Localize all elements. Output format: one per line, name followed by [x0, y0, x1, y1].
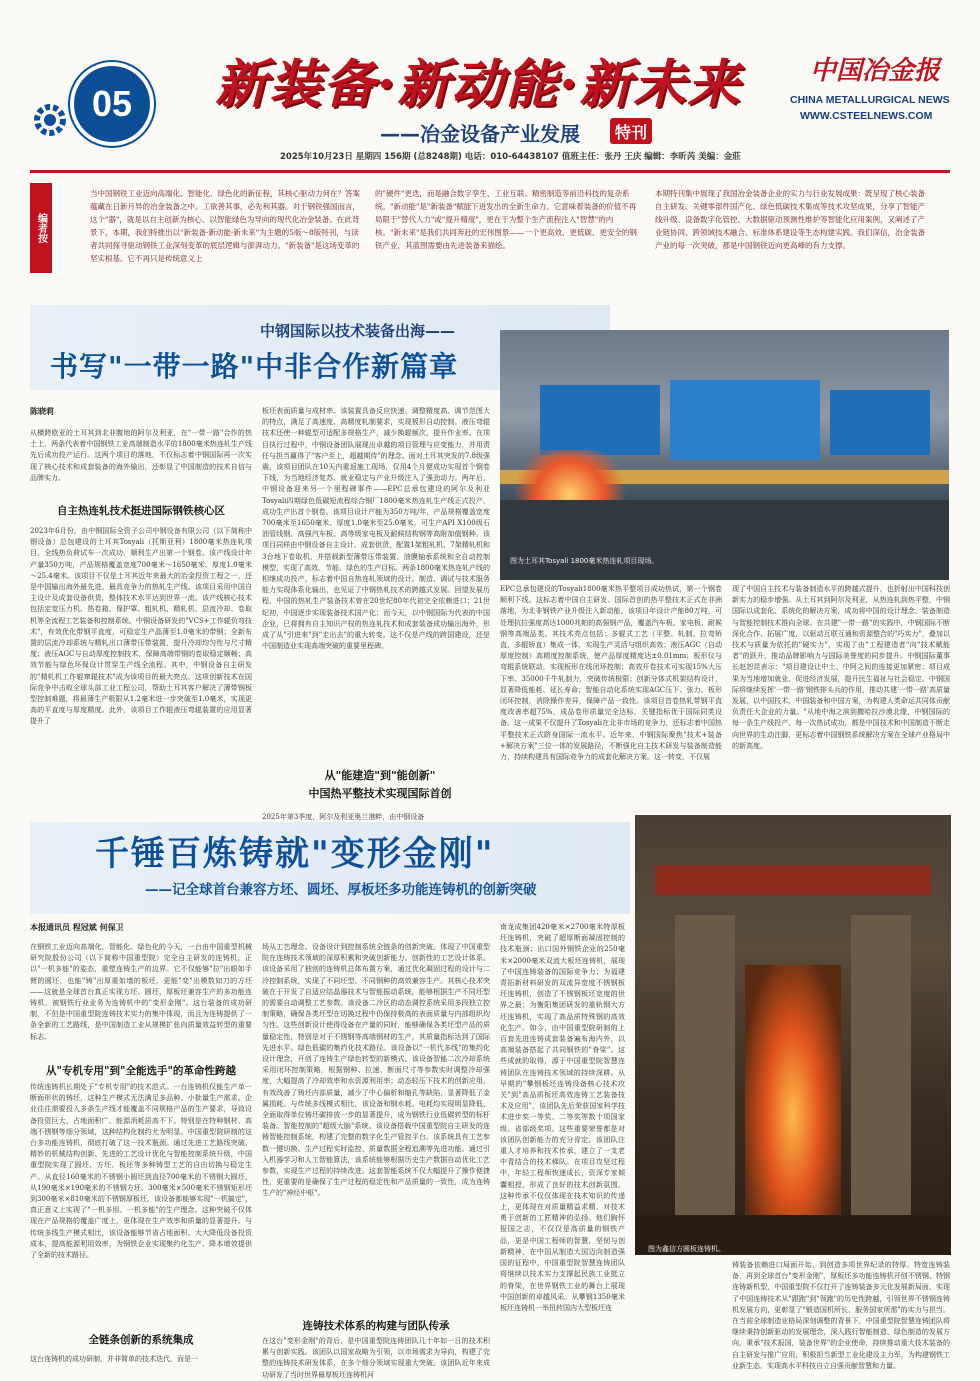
molten-steel-glow [745, 965, 841, 1215]
article1-photo-caption: 图为土耳其Tosyali 1800毫米热连轧项目现场。 [510, 557, 659, 565]
caster-column [675, 915, 735, 1215]
article2-col4-para1: 铸装备依赖进口局面开始，到创造多项世界纪录的特厚、特宽连铸装备，再到全球首台"变形金刚"，厚板坯多功能连铸机开创不锈钢、特钢连铸新机型，中国重型院不仅打开了连铸装备多元化发展新局面，实现了中国连铸技术从"跟跑"到"领跑"的历史性跨越，引领世界不锈钢连铸机发展方向，更彰显了"锻造国机所长、服务国家所需"的实力与担当。在当前全球制造业格局深刻调整的背景下，中国重型院智慧连铸团队将继续秉持创新驱动的发展理念，深入践行智能制造、绿色制造的发展方向，秉承"技术报国，装备世界"的企业使命，持续推动重大技术装备的自主研发与推广应用，积极担当新型工业化建设主力军，为构建钢铁工业新生态、实现高水平科技自立自强贡献智慧和力量。 [732, 1261, 950, 1370]
editor-note-col1: 当中国钢铁工业迈向高端化、智能化、绿色化的新征程，其核心驱动力何在？答案蕴藏在日新月异的冶金装备之中。工欲善其事，必先利其器。对于钢铁强国而言，这个"器"，就是以自主创新为核心、以智能绿色为导向的现代化冶金装备。在此背景下，本期，我们特推出以"新装备·新动能·新未来"为主题的5版～8版特刊，与读者共同探寻驱动钢铁工业深刻变革的底层逻辑与澎湃动力。"新装备"是这场变革的坚实根基。它不再只是传统意义上 [90, 189, 360, 263]
rolling-mill-stand [670, 380, 820, 460]
caster-column [851, 915, 911, 1215]
article1-col1-para1: 从横跨欧亚的土耳其到北非腹地的阿尔及利亚，在"一带一路"合作的热土上，两条代表着中国钢铁工业高端制造水平的1800毫米热连轧生产线先后成功投产运行。这两个项目的落地，不仅标志着中钢国际再一次实现了核心技术和成套装备的海外输出，还彰显了中国制造的技术自信与品牌实力。 [30, 429, 252, 482]
rolling-mill-stand [830, 390, 930, 455]
article2-col1-para3: 这台连铸机的成功研制，并非简单的技术迭代，而是一 [30, 1355, 198, 1363]
article2-col2-para2: 在这台"变形金刚"的背后，是中国重型院连铸团队几十年如一日的技术积累与创新实践。该团队以国家战略为引领，以市场需求为导向，构建了完整的连铸技术研发体系，在多个细分领域实现重大突破。该团队近年来成功研发了当时世界最厚板坯连铸机河 [262, 1337, 490, 1379]
article2-subhead2: 全链条创新的系统集成 [88, 1334, 194, 1346]
article2-col2-para1: 场从工艺理念、设备设计到控制系统全链条的创新突破。体现了中国重型院在连铸技术领域的深厚积累和突破创新能力。创新性的工艺设计体系。该设备采用了独创的连铸机总体布置方案，通过优化凝固过程的设计与二冷控制系统，实现了不同坯型、不同钢种的高效兼容生产。其核心技术突破在于开发了自适应结晶器技术与智能振动系统，能够根据生产不同坯型的需要自动调整工艺参数。该设备二冷区的动态调控系统采用多段独立控制策略，确保各类坯型在切换过程中仍保持极高的表面质量与内部组织均匀性。这些创新设计使得设备在产量的同时，能够确保各类坯型产品的质量稳定性，特别是对于不锈钢等高端钢材的生产，其质量指标达到了国际先进水平。绿色低碳的集约化技术路径。该设备以"一机代多线"的集约化设计理念，开创了连铸生产绿色转型的新模式。该设备智能二次冷却系统采用闭环控制策略，根据钢种、拉速、断面尺寸等参数实时调整冷却强度，大幅提高了冷却效率和水资源利用率；动态轻压下技术的创新应用，有效改善了铸坯内部质量，减少了中心偏析和缩孔等缺陷，显著降低了金属损耗。与传统多线模式相比，该设备和钢水耗、电耗均实现明显降低，全面取得单位铸坯碳排放一步的显著提升，成为钢铁行业低碳转型的标杆装备。智能控制的"超级大脑"系统。该设备搭载中国重型院自主研发的连铸智能控制系统，构建了完整的数字化生产管控平台。该系统具有工艺参数一键切换、生产过程实时监控、质量数据全程追溯等先进功能。通过引入机器学习和人工智能算法，该系统能够根据历史生产数据自动优化工艺参数，实现生产过程的持续改进。这套智能系统不仅大幅提升了操作便捷性，更重要的是确保了生产过程的稳定性和产品质量的一致性，成为连铸生产的"神经中枢"。 [262, 943, 490, 1198]
article1-byline: 陈晓莉 [30, 407, 54, 416]
editor-note-col3: 本期特刊集中展现了我国冶金装备企业的实力与行业发展成果：既呈现了核心装备自主研发、关键零部件国产化、绿色低碳技术集成等技术攻坚成果，分享了智能产线升级、设备数字化管控、大数据驱动预测性维护等智能化应用案例，又阐述了产业链协同、跨领域技术融合、标准体系建设等生态构建实践。我们深信，冶金装备产业的每一次突破，都是中国钢铁迈向更高峰的有力支撑。 [655, 189, 925, 250]
article2-title[interactable]: 千锤百炼铸就"变形金刚" [95, 834, 495, 874]
gear-icon [30, 100, 70, 140]
article1-col3-para1: EPC总承包建设的Tosyali1800毫米热平整项目成功热试，第一个钢卷顺利下线。这标志着中国自主研发、国际首创的热平整技术正式在非洲落地，为北非钢铁产业升级注入新动能。该项目年设计产能80万吨，可处理抗拉强度高达1000兆帕的高强钢产品，覆盖汽车板、家电板、耐候钢等高端品类。其技术亮点包括：多辊式工艺（平整、轧制、拉弯矫直、多辊矫直）集成一体，实现生产灵活与组织高效；液压AGC（自动厚度控制）高精度控制系统，使产品厚度精度达±0.01mm；板形仪与弯辊系统联动，实现板形在线闭环控制；高效开卷技术可实现15%大压下率、35000千牛轧制力，突破传统极限；创新分体式机架结构设计，显著降低能耗、延长寿命；智能自动化系统实现AGC压下、张力、板形闭环控制，消除操作差异，保障产品一致性。该项目首卷热轧带钢平直度改善率超75%，成品卷形质量完全达标，关键指标优于国际同类设备。这一成果不仅提升了Tosyali在北非市场的竞争力，还标志着中国热平整技术正式跻身国际一流水平。近年来，中钢国际聚焦"技术+装备+解决方案"三位一体的发展路径，不断强化自主技术研发与装备制造能力，持续构建具有国际竞争力的成套化解决方案。这一转变，不仅展 [500, 585, 722, 762]
issue-date-line: 2025年10月23日 星期四 156期 (总8248期) 电话：010-64438107 值班主任：张丹 王庆 编辑：李昕芮 美编：金莊 [280, 152, 741, 162]
editor-note-col2: 的"硬件"更迭，而是融合数字孪生、工业互联、精密制造等前沿科技的复杂系统。"新动能"是"新装备"赋能下迸发出的全新生命力。它意味着装备的价值不再局限于"替代人力"或"提升精度"，更在于为整个生产流程注入"智慧"的内核。"新未来"是我们共同奔赴的宏伟图景——一个更高效、更低碳、更安全的钢铁产业，其蓝图需要由先进装备来描绘。 [375, 189, 637, 250]
article1-kicker: 中钢国际以技术装备出海—— [260, 322, 456, 340]
newspaper-english-name: CHINA METALLURGICAL NEWS [790, 94, 950, 106]
article2-subhead1: 从"专机专用"到"全能选手"的革命性跨越 [46, 1065, 236, 1077]
special-issue-subheadline: ——冶金设备产业发展 [380, 122, 580, 146]
article1-col2-para2: 2025年第3季度，阿尔及利亚奥兰港畔，由中钢设备 [262, 813, 425, 821]
article2-photo-caption: 图为鑫信方圆板连铸机。 [648, 1245, 725, 1253]
article1-col1-para2: 2023年6月份，由中钢国际全资子公司中钢设备有限公司（以下简称中钢设备）总包建设的土耳其Tosyali（托斯亚利）1800毫米热连轧项目，全线热负荷试车一次成功，顺利生产出第一个钢卷。该产线设计年产量350万吨，产品规格覆盖宽度700毫米～1650毫米、厚度1.0毫米～25.4毫米。该项目不仅是土耳其近年来最大的冶金投资工程之一，还是中国输出海外最先进、最具竞争力的热轧生产线。该项目采用中国自主设计及成套设备供货，整体技术水平达到世界一流。该产线核心技术包括定宽压力机、热卷箱、保护罩、粗轧机、精轧机、层流冷却、卷取机等全流程工艺装备和控制系统。中钢设备研发的"VCS+工作辊负弯技术"，有效优化带钢平直度，可稳定生产晶薄至1.0毫米的带钢；全新布置的层流冷却系统与精轧出口薄带压带装置，提升冷却均匀性与尺寸精度；液压AGC与自动厚度控制技术，保障高端带钢的卷取稳定顺畅；高效节能与绿色环保设计贯穿生产线全流程。其中，中钢设备自主研发的"精轧机工作辊窜辊技术"成为该项目的最大亮点。这项创新技术在国际竞争中击败全球头部工业工程公司，帮助土耳其客户解决了薄带钢板型控制难题，将最薄生产极限从1.2毫米进一步突破至1.0毫米，实现更高的平直度与厚度精度。此外，该项目工作辊液压弯辊装置的应用显著提升了 [30, 527, 252, 726]
article2-subhead3: 连铸技术体系的构建与团队传承 [302, 1320, 450, 1332]
article2-col1-para2: 传统连铸机长期处于"专机专用"的技术范式。一台连铸机仅能生产单一断面形状的铸坯，这种生产模式无法满足多品种、小批量生产需求。企业往往需要投入多条生产线才能覆盖不同规格产品的生产要求，导致设备投资巨大、占地面积广、能源消耗居高不下。特别是在特种钢材、高端不锈钢等细分领域，这种结构化制约尤为明显。中国重型院研制的这台多功能连铸机，彻底打破了这一技术瓶颈。通过先进工艺路线突破、精妙的机械结构创新、先进的工艺设计优化与智能控制系统升级，中国重型院实现了圆坯、方坯、板坯等多种铸型工艺的自由切换与稳定生产。从直径160毫米的不锈钢小圆坯到直径700毫米的不锈钢大圆坯，从190毫米×190毫米的不锈钢方坯、300毫米×500毫米不锈钢矩形坯到300毫米×810毫米的不锈钢厚板坯，该设备都能够实现"一机搞定"，真正意义上实现了"一机多用、一机多能"的生产理念。这种突破不仅体现在产品规格的覆盖广度上，更体现在生产效率和质量的显著提升。与传统多线生产模式相比，该设备能够节省占地面积、大大降低设备投资成本，提高能源利用效率，为钢铁企业实现集约化生产、降本增效提供了全新的技术路径。 [30, 1083, 252, 1260]
article1-photo [500, 330, 949, 580]
article1-mid-title-line1: 从"能建造"到"能创新" [324, 769, 436, 782]
masthead-divider [30, 170, 950, 173]
special-issue-tag: 特刊 [610, 118, 652, 144]
newspaper-url[interactable]: WWW.CSTEELNEWS.COM [800, 110, 933, 122]
rolling-mill-stand [540, 385, 660, 455]
article1-col2-para1: 板坯表面质量与成材率。该装置具备反应快速、调整精度高、调节范围大的特点，满足了高速度、高精度轧制要求，实现板形自动控制。液压弯辊技术还使一种辊型可适配多规格生产，减少换辊频次，提升作业率。在项目执行过程中，中钢设备团队展现出卓越的项目管理与应变能力，并用责任与担当赢得了"客户至上，超越期待"的理念。面对土耳其突发的7.8级强震，该项目团队在10天内重返施工现场，仅用4个月便成功实现首个钢卷下线，为当地经济复苏、就业稳定与产业升级注入了强劲动力。两年后，中钢设备迎来另一个里程碑事件——EPC总承包建设的阿尔及利亚Tosyali四期绿色低碳短流程综合钢厂1800毫米热连轧生产线正式投产，成功生产出首个钢卷。该项目设计产能为350万吨/年，产品规格覆盖宽度700毫米至1650毫米、厚度1.0毫米至25.0毫米，可生产API X100级石油管线钢、高强汽车板、高等级家电板及耐候结构钢等高附加值钢种。该项目同样由中钢设备自主设计、成套供货，配置1架粗轧机、7架精轧机和3台地下卷取机，并搭载新型薄带压带装置、油膜轴承系统和全自动控制模型，实现了高效、节能、绿色的生产目标。两条1800毫米热连轧产线的相继成功投产，标志着中国自热连轧领域的设计、制造、调试与技术服务能力实现体系化输出，也见证了中钢热轧技术的跨越式发展。回望发展历程，中国的热轧生产装备技术曾在20世纪80年代初完全依赖进口；21世纪初，中国逐步实现装备技术国产化；而今天，以中钢国际为代表的中国企业，已将拥有自主知识产权的热连轧技术和成套装备成功输出海外，形成了从"引进来"到"走出去"的重大转变。这不仅是产线的跨国建设，还是中国制造业实现高端突破的重要里程碑。 [262, 407, 490, 651]
page-number: 05 [70, 62, 154, 146]
special-issue-headline: 新装备·新动能·新未来 [215, 54, 742, 115]
newspaper-logo: 中国冶金报 [809, 56, 940, 86]
article2-col3-para1: 南龙成集团420毫米×2700毫米特厚板坯连铸机，突破了超厚断面凝固控制的技术瓶颈；出口国外钢铁企业的250毫米×2000毫米双流大板坯连铸机，展现了中国连铸装备的国际竞争力；为福建青拓新材料研发的双流异宽度不锈钢板坯连铸机，创造了不锈钢板坯宽度的世界之最；为衡阳集团研发的重轨钢大方坯连铸机，实现了高品质特殊钢的高效化生产。如今，由中国重型院研制的上百套先进连铸成套装备遍布海内外，以高端装备搭起了共同钢铁的"脊梁"。这些成就的取得，源于中国重型院智慧连铸团队在连铸技术领域的持续深耕。从早期的"攀钢板坯连铸设备核心技术攻关"到"高品质板坯高效连铸工艺装备技术及应用"，该团队先后荣获国家科学技术进步奖一等奖、二等奖等数十项国家级、省部级奖项。这些重要荣誉都是对该团队创新能力的充分肯定。该团队注重人才培养和技术传承，建立了一支老中青结合的技术梯队。在项目攻坚过程中，年轻工程师快速成长，资深专家倾囊相授，形成了良好的技术创新氛围。这种传承不仅仅体现在技术知识的传递上，更体现在对质量精益求精、对技术勇于创新的工匠精神的弘扬。他们胸怀报国之志，不仅仅是高质量的钢铁产品，更是中国工程师的智慧、坚韧与创新精神，在中国从制造大国迈向制造强国的征程中，中国重型院智慧连铸团队将继续以技术实力支撑起民族工业挺立的脊梁，在世界钢铁工业的舞台上展现中国创新的卓越风采。从攀钢1350毫米板坯连铸机一举扭转国内大型板坯连 [500, 923, 625, 1312]
editor-note-tag: 编者按 [30, 183, 52, 273]
article2-subtitle: ——记全球首台兼容方坯、圆坯、厚板坯多功能连铸机的创新突破 [145, 882, 537, 898]
article1-col4-para1: 现了中国自主技术与装备制造水平的跨越式提升，也折射出中国科技创新实力的稳步增强。从土耳其到阿尔及利亚，从热连轧到热平整，中钢国际以成套化、系统化的解决方案，成功将中国的设计理念、装备制造与智能控制技术推向全球。在共建"一带一路"的实践中，中钢国际不断深化合作、拓展广度，以驱动互联互通和资源整合的"巧实力"，叠加以技术与质量为依托的"硬实力"，实现了由"工程建造者"向"技术赋能者"的跃升，推动品牌影响力与国际美誉度的同步提升。中钢国际董事长赵恕昆表示："项目建设让中土、中阿之间的连接更加紧密；项目成果为当地增加就业、促进经济发展，提升民生福祉与社会稳定。中钢国际将继续发挥'一带一路'钢铁排头兵的作用，推动共建'一带一路'高质量发展，以中国技术、中国装备和中国方案，为构建人类命运共同体贡献负责任大企业的力量。"从地中海之滨到撒哈拉沙漠北缘，中钢国际的每一条生产线投产、每一次热试成功，都是中国技术和中国制造不断走向世界的生动注脚，更标志着中国钢铁系统解决方案在全球产业格局中的新高度。 [732, 585, 950, 750]
article1-title[interactable]: 书写"一带一路"中非合作新篇章 [50, 350, 459, 383]
article1-subhead1: 自主热连轧技术挺进国际钢铁核心区 [57, 505, 225, 517]
article1-mid-title [250, 767, 510, 807]
caster-banner [655, 865, 931, 895]
article2-byline: 本报通讯员 程冠斌 何保卫 [30, 923, 124, 932]
article1-mid-title-line2: 中国热平整技术实现国际首创 [308, 787, 452, 800]
article2-col1-para1: 在钢铁工业迈向高端化、智能化、绿色化的今天，一台由中国重型机械研究院股份公司（以下简称中国重型院）完全自主研发的连铸机，正以"一机多能"的姿态，重塑连铸生产的边界。它不仅能够"拉"出眼如手臂的圆坯，也能"铸"出厚重如墙的板坯，更能"变"出模数如刀的方坯——这就是全球首台真正实现方坯、圆坯、厚板坯兼容生产的多功能连铸机，被钢铁行业业务为连铸机中的"变形金刚"。这台装备的成功研制，不但是中国重型院连铸技术实力的集中体现，而且为连铸提供了一条全新的工艺路线，是中国制造工业从规模扩张向质量效益转型的重要标志。 [30, 943, 252, 1041]
article2-photo [635, 815, 951, 1255]
